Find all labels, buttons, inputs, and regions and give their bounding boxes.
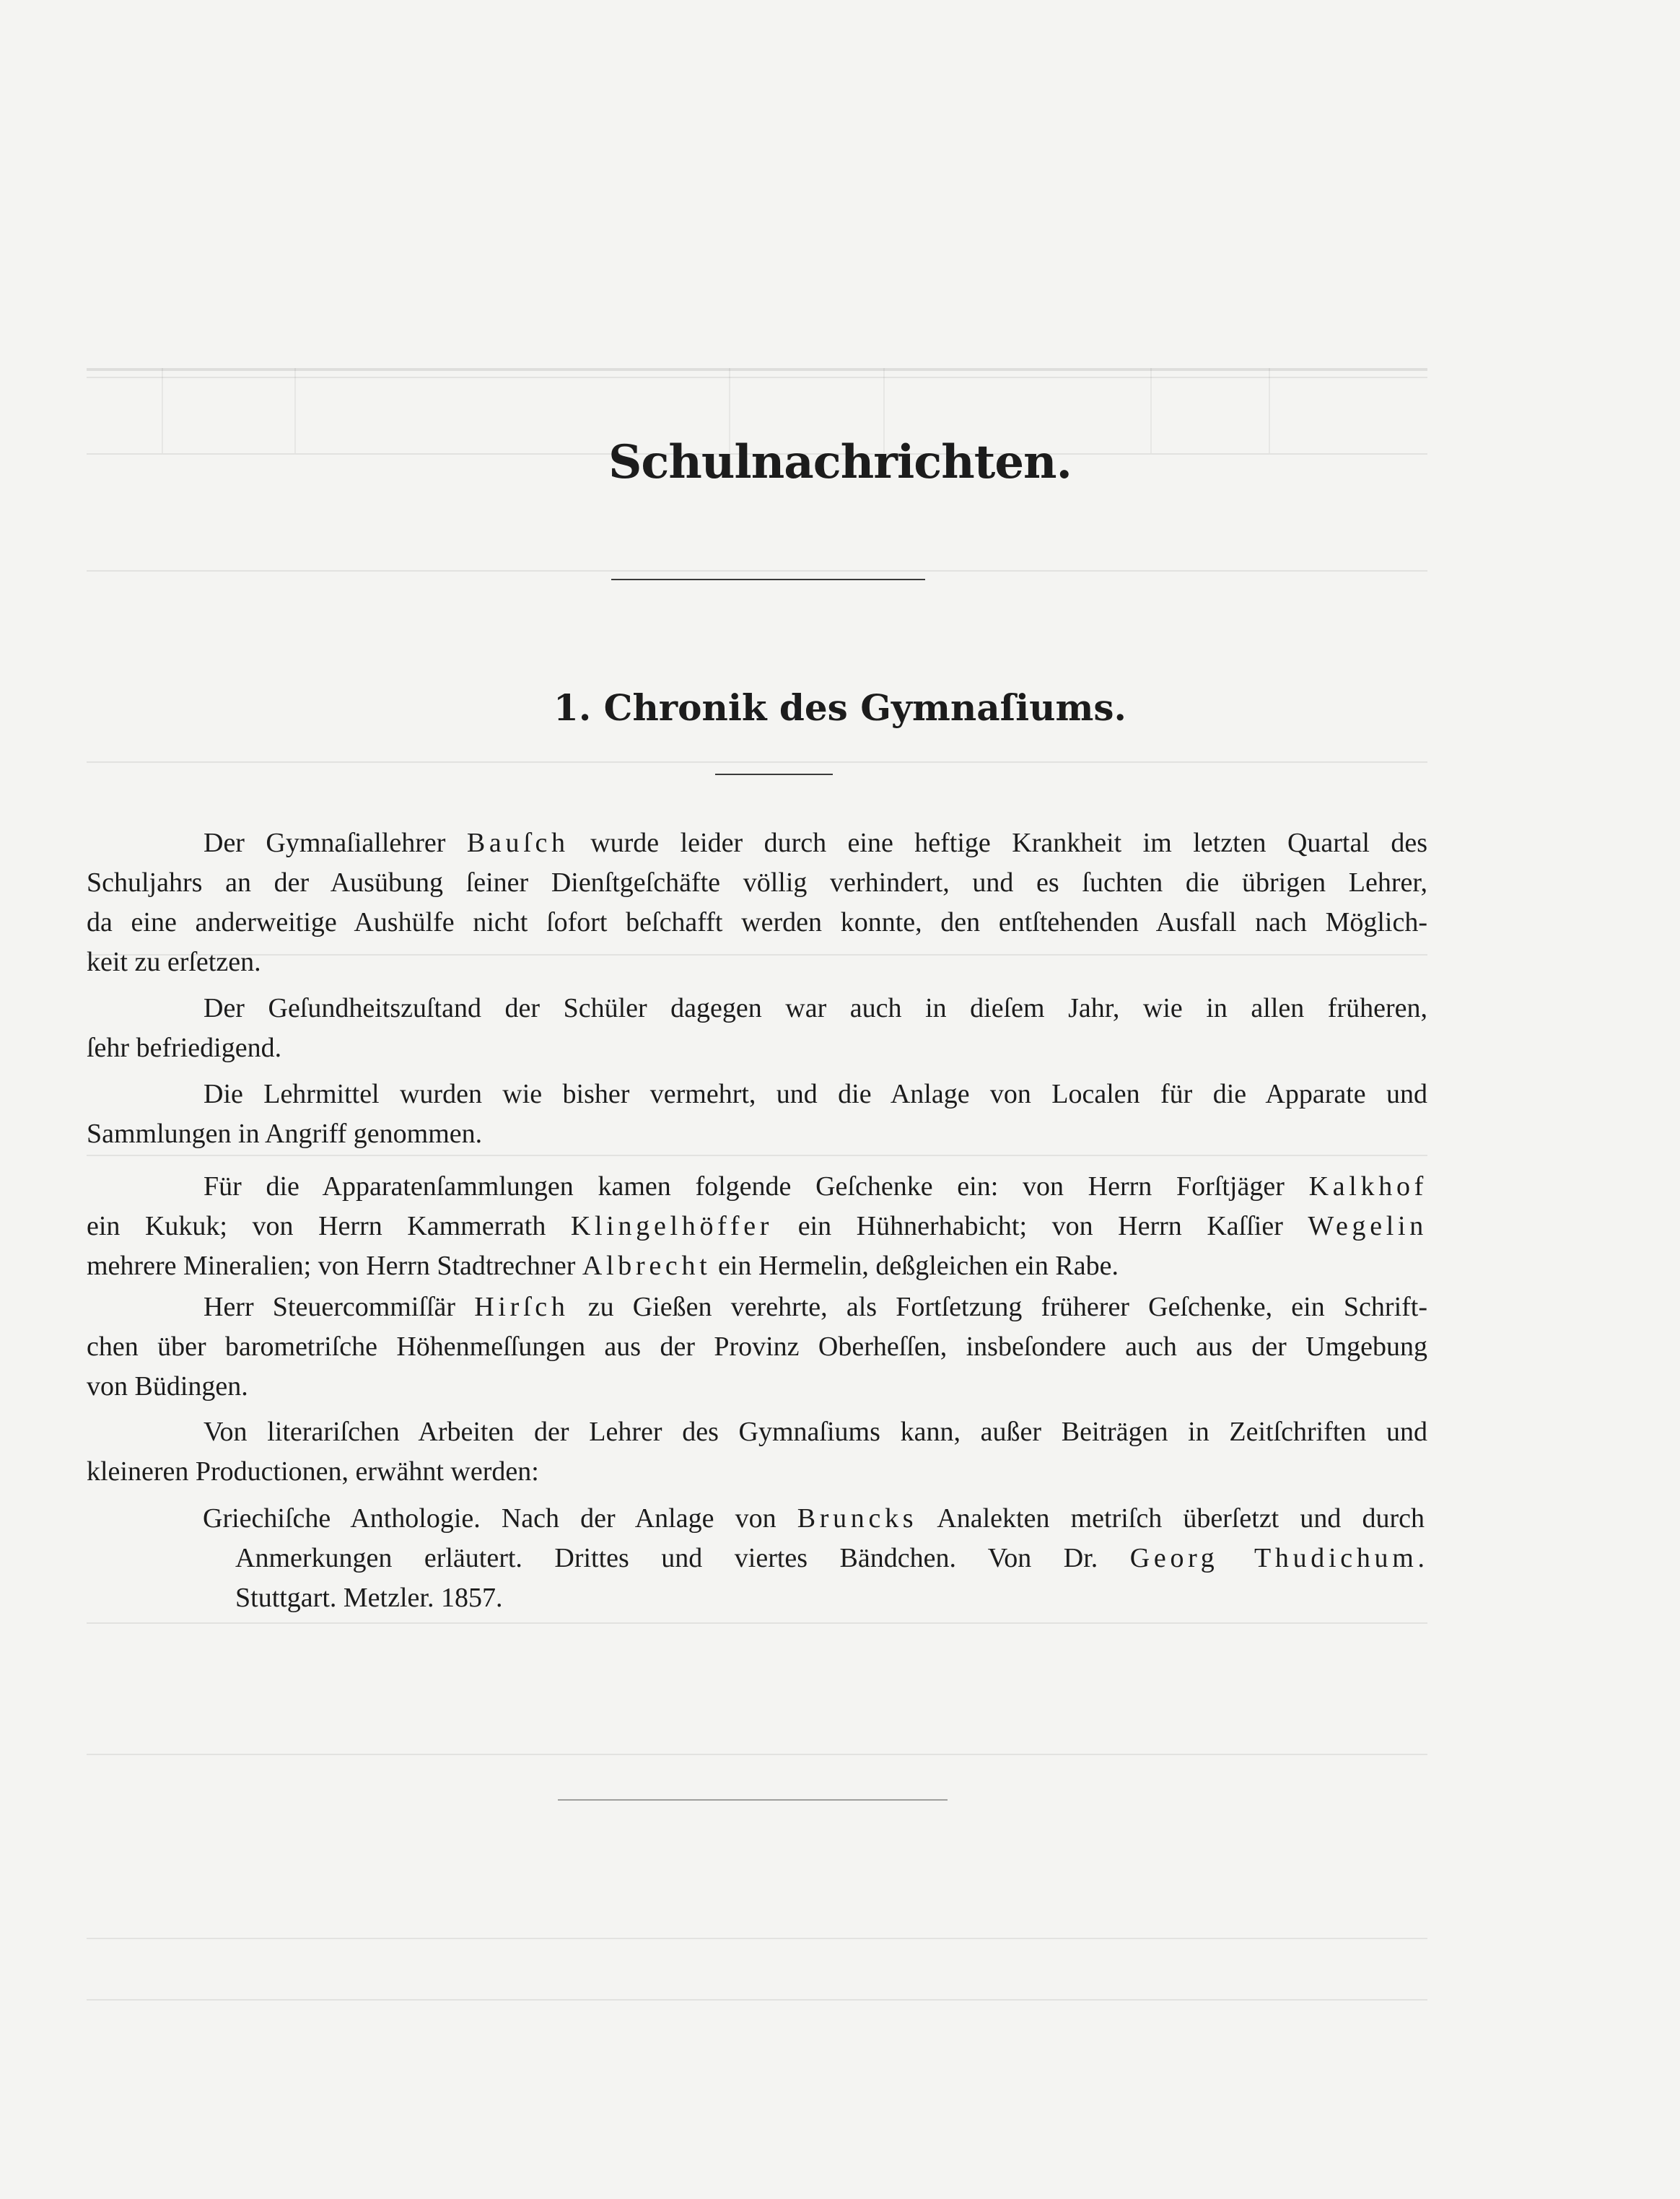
bottom-divider — [558, 1799, 948, 1801]
text-segment: mehrere Mineralien; von Herrn Stadtrechner — [87, 1251, 582, 1281]
text-segment: . — [1417, 1543, 1425, 1573]
text-segment: Herr Steuercommiſſär — [204, 1292, 475, 1322]
page-title: Schulnachrichten. — [608, 435, 1072, 489]
spaced-name: Bauſch — [466, 828, 569, 858]
text-segment: chen über barometriſche Höhenmeſſungen aus der Provinz Oberheſſen, insbeſondere auch aus der Umgebung — [87, 1332, 1427, 1362]
text-line — [87, 1288, 1427, 1327]
text-line — [87, 903, 1427, 943]
spaced-name: Georg Thudichum — [1129, 1543, 1418, 1573]
text-segment: ſehr befriedigend. — [87, 1033, 282, 1063]
text-line — [87, 1114, 1427, 1154]
text-segment: Anmerkungen erläutert. Drittes und viertes Bändchen. Von Dr. — [235, 1543, 1130, 1573]
text-line — [87, 1075, 1427, 1114]
text-line — [87, 943, 1427, 982]
text-segment: keit zu erſetzen. — [87, 947, 261, 977]
text-segment: Für die Apparatenſammlungen kamen folgende Geſchenke ein: von Herrn Forſtjäger — [204, 1171, 1309, 1202]
bleed-through-rule — [87, 1938, 1427, 1939]
text-line — [87, 1327, 1427, 1367]
bleed-through-rule — [87, 761, 1427, 763]
text-segment: ein Kukuk; von Herrn Kammerrath — [87, 1211, 571, 1241]
bleed-through-rule — [87, 1622, 1427, 1624]
bleed-through-rule — [87, 1754, 1427, 1755]
bleed-through-rule — [87, 1155, 1427, 1156]
spaced-name: Hirſch — [474, 1292, 569, 1322]
section-divider — [715, 774, 833, 775]
text-segment: ein Hermelin, deßgleichen ein Rabe. — [711, 1251, 1119, 1281]
text-line — [87, 1167, 1427, 1207]
text-segment: von Büdingen. — [87, 1371, 248, 1402]
text-segment: kleineren Productionen, erwähnt werden: — [87, 1456, 539, 1487]
text-segment: zu Gießen verehrte, als Fortſetzung früherer Geſchenke, ein Schrift- — [569, 1292, 1427, 1322]
spaced-name: Kalkhof — [1308, 1171, 1427, 1202]
spaced-name: Klingelhöffer — [570, 1211, 774, 1241]
text-segment: Die Lehrmittel wurden wie bisher vermehrt, und die Anlage von Localen für die Apparate und — [204, 1079, 1427, 1109]
spaced-name: Bruncks — [797, 1503, 918, 1534]
text-segment: wurde leider durch eine heftige Krankheit im letzten Quartal des — [569, 828, 1427, 858]
text-segment: Sammlungen in Angriff genommen. — [87, 1119, 483, 1149]
text-line — [235, 1539, 1425, 1578]
spaced-name: Wegelin — [1308, 1211, 1427, 1241]
text-segment: Der Gymnaſiallehrer — [204, 828, 467, 858]
section-heading: 1. Chronik des Gymnaſiums. — [554, 686, 1126, 729]
text-segment: Von literariſchen Arbeiten der Lehrer des Gymnaſiums kann, außer Beiträgen in Zeitſchriften und — [204, 1417, 1427, 1447]
text-line — [87, 863, 1427, 903]
bibliographic-reference — [203, 1499, 1425, 1618]
title-divider — [611, 579, 925, 580]
text-segment: Analekten metriſch überſetzt und durch — [917, 1503, 1425, 1534]
paragraph-collection-gifts — [87, 1167, 1427, 1286]
text-segment: Stuttgart. Metzler. 1857. — [235, 1583, 503, 1613]
paragraph-teaching-materials — [87, 1075, 1427, 1154]
text-line — [87, 1452, 1427, 1492]
bleed-through-rule — [87, 368, 1427, 371]
paragraph-barometric-booklet — [87, 1288, 1427, 1407]
text-line — [87, 1412, 1427, 1452]
text-line — [87, 989, 1427, 1028]
text-line — [87, 1367, 1427, 1407]
text-segment: Der Geſundheitszuſtand der Schüler dagegen war auch in dieſem Jahr, wie in allen früheren, — [204, 993, 1427, 1023]
spaced-name: Albrecht — [582, 1251, 712, 1281]
text-segment: da eine anderweitige Aushülfe nicht ſofort beſchafft werden konnte, den entſtehenden Ausfall nach Möglich- — [87, 907, 1427, 937]
text-line — [87, 1246, 1427, 1286]
text-segment: Griechiſche Anthologie. Nach der Anlage von — [203, 1503, 797, 1534]
bleed-through-rule — [87, 570, 1427, 572]
bleed-through-rule — [87, 377, 1427, 378]
text-segment: ein Hühnerhabicht; von Herrn Kaſſier — [773, 1211, 1308, 1241]
bleed-through-rule — [87, 1999, 1427, 2001]
paragraph-literary-works — [87, 1412, 1427, 1492]
text-line — [87, 1207, 1427, 1246]
paragraph-pupil-health — [87, 989, 1427, 1068]
text-line — [87, 1028, 1427, 1068]
text-segment: Schuljahrs an der Ausübung ſeiner Dienſtgeſchäfte völlig verhindert, und es ſuchten die übrigen Lehrer, — [87, 867, 1427, 898]
text-line — [203, 1499, 1425, 1539]
text-line — [87, 823, 1427, 863]
text-line — [235, 1578, 1425, 1618]
paragraph-teacher-illness — [87, 823, 1427, 982]
